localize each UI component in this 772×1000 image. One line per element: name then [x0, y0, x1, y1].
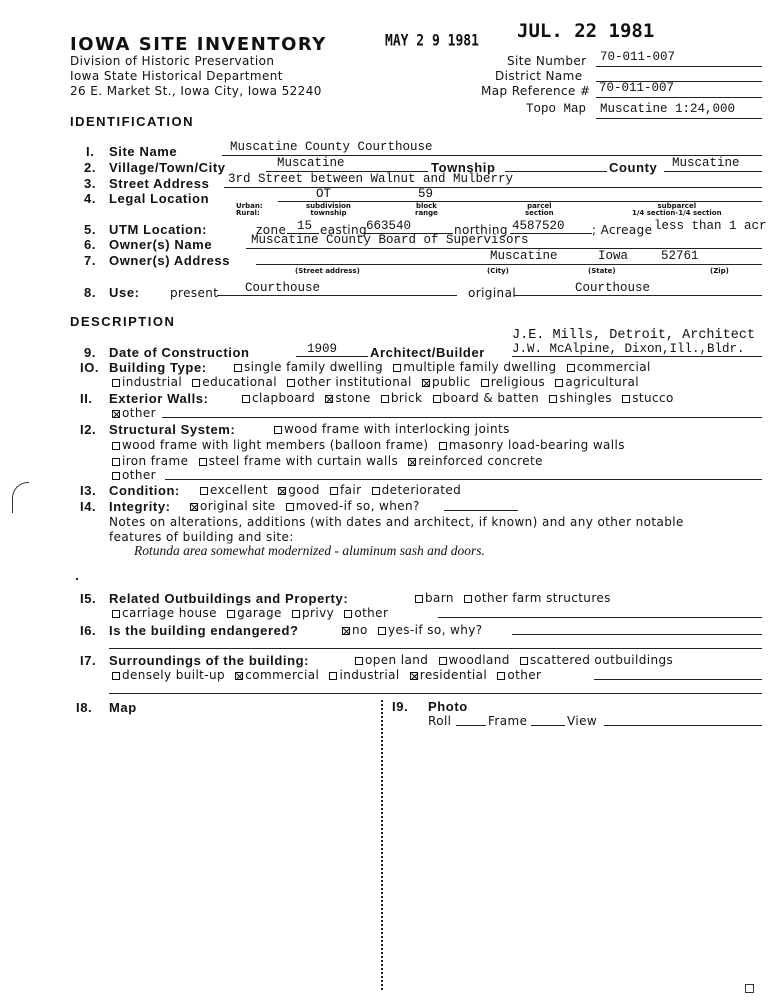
- county-value: Muscatine: [672, 156, 740, 170]
- su-dense-checkbox[interactable]: [112, 672, 120, 680]
- c-fair-checkbox[interactable]: [330, 487, 338, 495]
- w-board-batten-checkbox[interactable]: [433, 395, 441, 403]
- walls-row-1: clapboard stone brick board & batten shingles stucco: [242, 391, 674, 405]
- integrity-row: original site moved-if so, when?: [190, 499, 420, 513]
- bt-industrial-checkbox[interactable]: [112, 379, 120, 387]
- owner-name-label: Owner(s) Name: [109, 237, 213, 252]
- corner-mark: [745, 984, 754, 993]
- structural-row-2: wood frame with light members (balloon frame) masonry load-bearing walls: [112, 438, 625, 452]
- s-other-checkbox[interactable]: [112, 472, 120, 480]
- village-label: Village/Town/City: [109, 160, 226, 175]
- w-brick-checkbox[interactable]: [381, 395, 389, 403]
- org-division: Division of Historic Preservation: [70, 54, 275, 68]
- c-good-checkbox[interactable]: [278, 487, 286, 495]
- structural-row-3: iron frame steel frame with curtain walls reinforced concrete: [112, 454, 543, 468]
- item-number: I.: [86, 144, 95, 159]
- item-number: I8.: [76, 700, 93, 715]
- village-value: Muscatine: [277, 156, 345, 170]
- stray-dot: [76, 578, 78, 580]
- s-concrete-checkbox[interactable]: [408, 458, 416, 466]
- org-address: 26 E. Market St., Iowa City, Iowa 52240: [70, 84, 322, 98]
- margin-mark: [12, 482, 29, 513]
- item-number: 8.: [84, 285, 97, 300]
- e-no-checkbox[interactable]: [342, 627, 350, 635]
- w-stucco-checkbox[interactable]: [622, 395, 630, 403]
- acreage-label: ; Acreage: [592, 223, 653, 237]
- condition-label: Condition:: [109, 483, 180, 498]
- received-stamp-2: JUL. 22 1981: [517, 20, 655, 42]
- county-label: County: [609, 160, 658, 175]
- item-number: IO.: [80, 360, 100, 375]
- subdivision-caption: subdivision township: [306, 202, 351, 217]
- i-original-checkbox[interactable]: [190, 503, 198, 511]
- e-yes-checkbox[interactable]: [378, 627, 386, 635]
- bt-public-checkbox[interactable]: [422, 379, 430, 387]
- block-caption: block range: [415, 202, 438, 217]
- item-number: I4.: [80, 499, 97, 514]
- original-label: original: [468, 286, 517, 300]
- utm-label: UTM Location:: [109, 222, 208, 237]
- r-barn-checkbox[interactable]: [415, 595, 423, 603]
- owner-city-value: Muscatine: [490, 249, 558, 263]
- topo-map-value: Muscatine 1:24,000: [600, 102, 736, 116]
- notes-value: Rotunda area somewhat modernized - aluminum sash and doors.: [134, 543, 485, 558]
- site-name-label: Site Name: [109, 144, 178, 159]
- date-construction-value: 1909: [307, 342, 338, 356]
- su-industrial-checkbox[interactable]: [329, 672, 337, 680]
- notes-prompt-1: Notes on alterations, additions (with dates and architect, if known) and any other notable: [109, 515, 684, 529]
- township-label: Township: [431, 160, 496, 175]
- r-privy-checkbox[interactable]: [292, 610, 300, 618]
- identification-heading: IDENTIFICATION: [70, 114, 195, 129]
- present-label: present: [170, 286, 219, 300]
- structural-row-1: wood frame with interlocking joints: [274, 422, 510, 436]
- su-other-checkbox[interactable]: [497, 672, 505, 680]
- surroundings-row-1: open land woodland scattered outbuildings: [355, 653, 673, 667]
- frame-label: Frame: [488, 714, 528, 728]
- org-department: Iowa State Historical Department: [70, 69, 283, 83]
- bt-agricultural-checkbox[interactable]: [555, 379, 563, 387]
- subdivision-value: OT: [316, 187, 332, 201]
- item-number: I9.: [392, 699, 409, 714]
- endangered-label: Is the building endangered?: [109, 623, 299, 638]
- parcel-caption: parcel section: [525, 202, 554, 217]
- related-outbuildings-label: Related Outbuildings and Property:: [109, 591, 349, 606]
- item-number: I5.: [80, 591, 97, 606]
- site-number-value: 70-011-007: [600, 50, 676, 64]
- c-excellent-checkbox[interactable]: [200, 487, 208, 495]
- view-label: View: [567, 714, 598, 728]
- state-caption: (State): [588, 267, 616, 275]
- s-wood-joints-checkbox[interactable]: [274, 426, 282, 434]
- description-heading: DESCRIPTION: [70, 314, 176, 329]
- urban-rural-caption: Urban: Rural:: [236, 202, 263, 217]
- item-number: 3.: [84, 176, 97, 191]
- map-label: Map: [109, 700, 137, 715]
- s-iron-checkbox[interactable]: [112, 458, 120, 466]
- r-farm-checkbox[interactable]: [464, 595, 472, 603]
- bt-educational-checkbox[interactable]: [192, 379, 200, 387]
- original-use-value: Courthouse: [575, 281, 651, 295]
- item-number: 9.: [84, 345, 97, 360]
- bt-religious-checkbox[interactable]: [481, 379, 489, 387]
- structural-row-4: other: [112, 468, 156, 482]
- zip-caption: (Zip): [710, 267, 729, 275]
- building-type-row-1: single family dwelling multiple family dwelling commercial: [234, 360, 651, 374]
- bt-multiple-checkbox[interactable]: [393, 364, 401, 372]
- present-use-value: Courthouse: [245, 281, 321, 295]
- walls-row-2: other: [112, 406, 156, 420]
- c-deteriorated-checkbox[interactable]: [372, 487, 380, 495]
- notes-prompt-2: features of building and site:: [109, 530, 294, 544]
- su-woodland-checkbox[interactable]: [439, 657, 447, 665]
- item-number: I6.: [80, 623, 97, 638]
- w-other-checkbox[interactable]: [112, 410, 120, 418]
- item-number: 6.: [84, 237, 97, 252]
- su-commercial-checkbox[interactable]: [235, 672, 243, 680]
- roll-label: Roll: [428, 714, 452, 728]
- legal-location-label: Legal Location: [109, 191, 210, 206]
- northing-label: northing: [454, 223, 508, 237]
- architect-value: J.W. McAlpine, Dixon,Ill.,Bldr.: [512, 342, 745, 356]
- i-moved-checkbox[interactable]: [286, 503, 294, 511]
- building-type-label: Building Type:: [109, 360, 207, 375]
- use-label: Use:: [109, 285, 140, 300]
- date-construction-label: Date of Construction: [109, 345, 250, 360]
- map-reference-value: 70-011-007: [599, 81, 675, 95]
- street-address-value: 3rd Street between Walnut and Mulberry: [228, 172, 514, 186]
- r-carriage-checkbox[interactable]: [112, 610, 120, 618]
- northing-value: 4587520: [512, 219, 565, 233]
- owner-address-label: Owner(s) Address: [109, 253, 231, 268]
- su-residential-checkbox[interactable]: [410, 672, 418, 680]
- city-caption: (City): [487, 267, 509, 275]
- item-number: I3.: [80, 483, 97, 498]
- owner-state-value: Iowa: [598, 249, 629, 263]
- owner-zip-value: 52761: [661, 249, 699, 263]
- street-address-label: Street Address: [109, 176, 210, 191]
- building-type-row-2: industrial educational other institutional public religious agricultural: [112, 375, 639, 389]
- condition-row: excellent good fair deteriorated: [200, 483, 461, 497]
- su-open-checkbox[interactable]: [355, 657, 363, 665]
- subparcel-caption: subparcel 1/4 section-1/4 section: [632, 202, 722, 217]
- bt-other-institutional-checkbox[interactable]: [287, 379, 295, 387]
- integrity-label: Integrity:: [109, 499, 171, 514]
- item-number: II.: [80, 391, 93, 406]
- easting-value: 663540: [366, 219, 412, 233]
- surroundings-row-2: densely built-up commercial industrial residential other: [112, 668, 541, 682]
- item-number: 2.: [84, 160, 97, 175]
- item-number: 5.: [84, 222, 97, 237]
- structural-system-label: Structural System:: [109, 422, 236, 437]
- photo-label: Photo: [428, 699, 468, 714]
- form-title: IOWA SITE INVENTORY: [70, 34, 327, 55]
- street-caption: (Street address): [295, 267, 360, 275]
- s-balloon-checkbox[interactable]: [112, 442, 120, 450]
- received-stamp: MAY 2 9 1981: [385, 32, 479, 51]
- item-number: 4.: [84, 191, 97, 206]
- acreage-value: less than 1 acr: [654, 219, 767, 233]
- easting-label: easting: [320, 223, 368, 237]
- su-scattered-checkbox[interactable]: [520, 657, 528, 665]
- r-other-checkbox[interactable]: [344, 610, 352, 618]
- district-name-label: District Name: [495, 69, 583, 83]
- w-clapboard-checkbox[interactable]: [242, 395, 250, 403]
- map-reference-label: Map Reference #: [481, 84, 591, 98]
- s-steel-checkbox[interactable]: [199, 458, 207, 466]
- s-masonry-checkbox[interactable]: [439, 442, 447, 450]
- related-row-2: carriage house garage privy other: [112, 606, 388, 620]
- bt-single-checkbox[interactable]: [234, 364, 242, 372]
- item-number: 7.: [84, 253, 97, 268]
- zone-label: zone: [256, 223, 287, 237]
- exterior-walls-label: Exterior Walls:: [109, 391, 209, 406]
- surroundings-label: Surroundings of the building:: [109, 653, 310, 668]
- bt-commercial-checkbox[interactable]: [567, 364, 575, 372]
- architect-note: J.E. Mills, Detroit, Architect: [512, 328, 756, 343]
- owner-name-value: Muscatine County Board of Supervisors: [251, 233, 529, 247]
- topo-map-label: Topo Map: [526, 102, 587, 116]
- site-name-value: Muscatine County Courthouse: [230, 140, 433, 154]
- map-photo-divider: [381, 700, 383, 990]
- architect-label: Architect/Builder: [370, 345, 485, 360]
- related-row-1: barn other farm structures: [415, 591, 611, 605]
- block-value: 59: [418, 187, 434, 201]
- w-stone-checkbox[interactable]: [325, 395, 333, 403]
- item-number: I7.: [80, 653, 97, 668]
- site-number-label: Site Number: [507, 54, 587, 68]
- zone-value: 15: [297, 219, 313, 233]
- endangered-row: no yes-if so, why?: [342, 623, 483, 637]
- r-garage-checkbox[interactable]: [227, 610, 235, 618]
- w-shingles-checkbox[interactable]: [549, 395, 557, 403]
- item-number: I2.: [80, 422, 97, 437]
